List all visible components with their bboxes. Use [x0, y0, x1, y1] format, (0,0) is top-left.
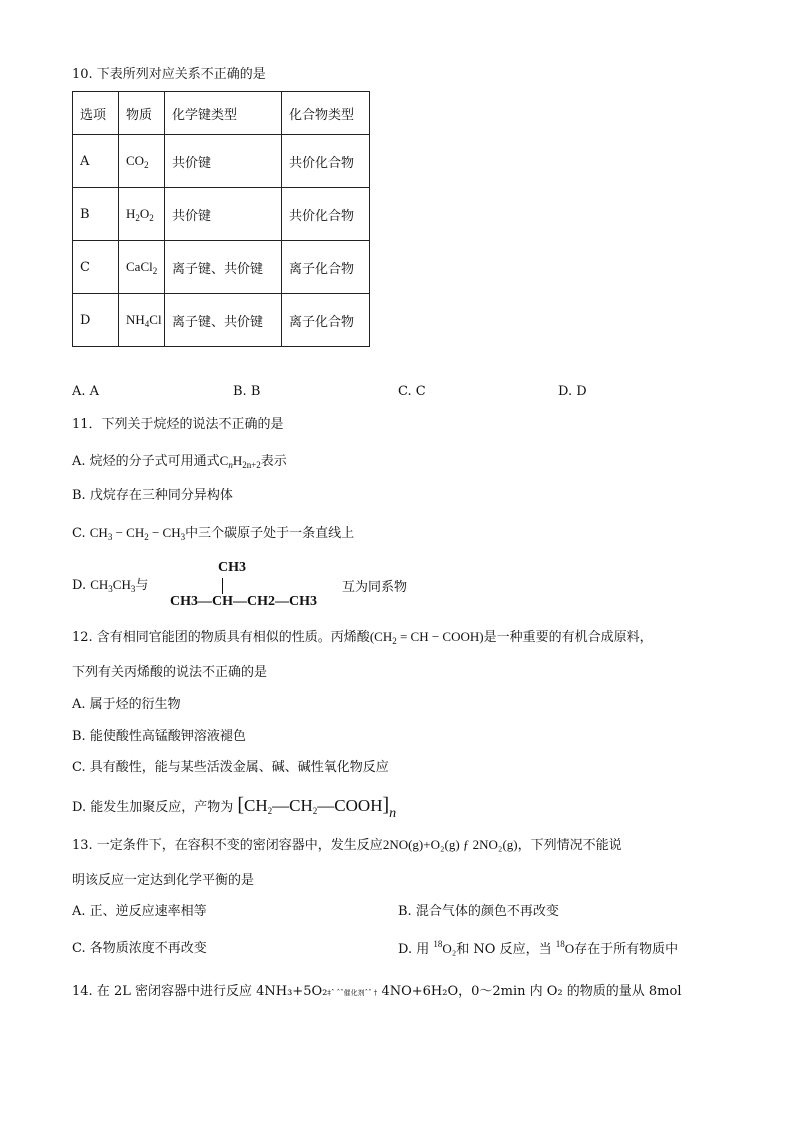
table-row — [73, 188, 370, 241]
row-option: C — [73, 241, 119, 294]
q12-option-d[interactable]: D. 能发生加聚反应，产物为 $[CH_2—CH_2—COOH]_n$ — [72, 794, 397, 821]
row-compound: 共价化合物 — [282, 135, 370, 188]
q11-option-a[interactable]: A. 烷烃的分子式可用通式$C_nH_{2n+2}$表示 — [72, 453, 287, 470]
no-oxidation-equation: 2NO(g)+O₂(g) ƒ 2NO₂(g) — [382, 837, 518, 852]
row-compound: 离子化合物 — [282, 294, 370, 347]
q12-option-c[interactable]: C. 具有酸性，能与某些活泼金属、碱、碱性氧化物反应 — [72, 760, 389, 775]
struct-bond-line — [222, 578, 223, 594]
row-option: B — [73, 188, 119, 241]
row-bond: 离子键、共价键 — [165, 241, 282, 294]
row-option: A — [73, 135, 119, 188]
acrylic-acid-formula: ($CH_2$ = CH − COOH) — [369, 629, 484, 646]
table-row — [73, 135, 370, 188]
row-formula: $CO_2$ — [119, 135, 165, 188]
alkane-general-formula: $C_nH_{2n+2}$ — [219, 453, 261, 470]
polymer-formula: $[CH_2—CH_2—COOH]_n$ — [237, 794, 397, 821]
q13-option-d[interactable]: D. 用 $^{18}$O₂和 NO 反应，当 $^{18}$O存在于所有物质中 — [398, 939, 679, 957]
header-compound-type: 化合物类型 — [282, 92, 370, 135]
row-bond: 共价键 — [165, 188, 282, 241]
catalyst-arrow-glyph: ‡ˆ ˆˆ催化剂ˆˆ † — [327, 989, 378, 997]
q13-option-b[interactable]: B. 混合气体的颜色不再改变 — [398, 904, 559, 919]
row-formula: CaCl$_2$ — [119, 241, 165, 294]
choice-c[interactable]: C. C — [398, 384, 426, 399]
header-bond-type: 化学键类型 — [165, 92, 282, 135]
q13-stem-line2: 明该反应一定达到化学平衡的是 — [72, 873, 255, 888]
struct-methyl-top: CH3 — [218, 560, 246, 575]
ethane-formula: $CH_3CH_3$ — [90, 577, 136, 594]
row-bond: 离子键、共价键 — [165, 294, 282, 347]
q11-d-post: 互为同系物 — [342, 580, 408, 595]
q10-choices — [72, 384, 722, 402]
row-formula: $NH_4Cl$ — [119, 294, 165, 347]
isopentane-structure — [170, 560, 370, 612]
q13-stem: 13. 一定条件下，在容积不变的密闭容器中，发生反应2NO(g)+O₂(g) ƒ 2NO₂(g)，下列情况不能说 — [72, 837, 622, 853]
q12-option-b[interactable]: B. 能使酸性高锰酸钾溶液褪色 — [72, 729, 246, 744]
table-row — [73, 294, 370, 347]
choice-b[interactable]: B. B — [233, 384, 261, 399]
choice-a[interactable]: A. A — [72, 384, 100, 399]
choice-d[interactable]: D. D — [558, 384, 587, 399]
q11-option-c[interactable]: C. $CH_3 - CH_2 - CH_3$中三个碳原子处于一条直线上 — [72, 525, 355, 542]
q10-table — [72, 91, 370, 347]
q11-option-d[interactable]: D. $CH_3CH_3$与 — [72, 577, 149, 594]
struct-chain: CH3—CH—CH2—CH3 — [170, 594, 317, 609]
row-formula: $H_2O_2$ — [119, 188, 165, 241]
row-compound: 离子化合物 — [282, 241, 370, 294]
propane-formula: $CH_3 - CH_2 - CH_3$ — [89, 525, 186, 542]
q12-stem-line2: 下列有关丙烯酸的说法不正确的是 — [72, 665, 268, 680]
q13-option-a[interactable]: A. 正、逆反应速率相等 — [72, 904, 207, 919]
q11-option-b[interactable]: B. 戊烷存在三种同分异构体 — [72, 488, 233, 503]
header-substance: 物质 — [119, 92, 165, 135]
q14-stem: 14. 在 2L 密闭容器中进行反应 4NH₃+5O₂‡ˆ ˆˆ催化剂ˆˆ † 4NO+6H₂O，0～2min 内 O₂ 的物质的量从 8mol — [72, 984, 682, 999]
row-bond: 共价键 — [165, 135, 282, 188]
table-header-row — [73, 92, 370, 135]
q12-stem: 12. 含有相同官能团的物质具有相似的性质。丙烯酸($CH_2$ = CH − COOH)是一种重要的有机合成原料， — [72, 629, 653, 646]
table-row — [73, 241, 370, 294]
row-option: D — [73, 294, 119, 347]
q12-option-a[interactable]: A. 属于烃的衍生物 — [72, 697, 181, 712]
q10-stem: 10. 下表所列对应关系不正确的是 — [72, 67, 266, 82]
row-compound: 共价化合物 — [282, 188, 370, 241]
q11-stem: 11．下列关于烷烃的说法不正确的是 — [72, 417, 284, 432]
q13-option-c[interactable]: C. 各物质浓度不再改变 — [72, 941, 207, 956]
header-option: 选项 — [73, 92, 119, 135]
